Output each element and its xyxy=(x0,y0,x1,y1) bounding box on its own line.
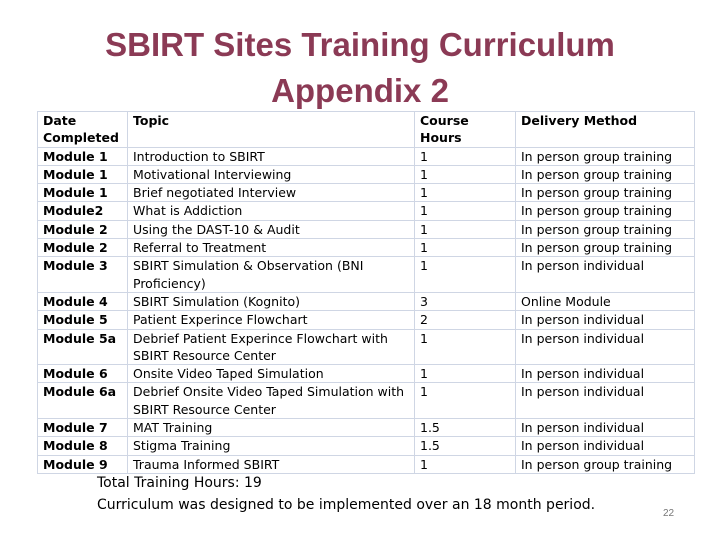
row-hours: 3 xyxy=(415,292,516,310)
row-module: Module2 xyxy=(38,202,128,220)
row-hours: 1 xyxy=(415,202,516,220)
row-hours: 1 xyxy=(415,257,516,293)
row-module: Module 8 xyxy=(38,437,128,455)
table-row xyxy=(38,455,695,473)
curriculum-table xyxy=(37,111,695,474)
row-topic: What is Addiction xyxy=(128,202,415,220)
row-module: Module 6a xyxy=(38,383,128,419)
row-topic: Referral to Treatment xyxy=(128,239,415,257)
table-header-row xyxy=(38,112,695,148)
footer-notes xyxy=(97,472,595,516)
row-topic: Stigma Training xyxy=(128,437,415,455)
row-method: In person group training xyxy=(516,184,695,202)
row-topic: Brief negotiated Interview xyxy=(128,184,415,202)
table-row xyxy=(38,311,695,329)
row-hours: 1 xyxy=(415,239,516,257)
header-topic: Topic xyxy=(128,112,415,148)
curriculum-note: Curriculum was designed to be implemented over an 18 month period. xyxy=(97,497,596,513)
row-topic: Onsite Video Taped Simulation xyxy=(128,365,415,383)
row-topic: Debrief Patient Experince Flowchart with SBIRT Resource Center xyxy=(128,329,415,365)
header-course-hours: Course Hours xyxy=(415,112,516,148)
row-method: In person group training xyxy=(516,220,695,238)
row-topic: Debrief Onsite Video Taped Simulation with SBIRT Resource Center xyxy=(128,383,415,419)
table-row xyxy=(38,329,695,365)
row-module: Module 2 xyxy=(38,220,128,238)
row-method: In person group training xyxy=(516,455,695,473)
table-row xyxy=(38,202,695,220)
row-method: In person individual xyxy=(516,365,695,383)
row-hours: 1 xyxy=(415,147,516,165)
row-hours: 2 xyxy=(415,311,516,329)
row-module: Module 6 xyxy=(38,365,128,383)
page-number: 22 xyxy=(663,508,675,519)
row-hours: 1 xyxy=(415,329,516,365)
row-hours: 1 xyxy=(415,365,516,383)
row-topic: Patient Experince Flowchart xyxy=(128,311,415,329)
row-module: Module 3 xyxy=(38,257,128,293)
table-row xyxy=(38,147,695,165)
table-row xyxy=(38,184,695,202)
row-topic: SBIRT Simulation & Observation (BNI Proficiency) xyxy=(128,257,415,293)
row-method: In person group training xyxy=(516,202,695,220)
row-method: Online Module xyxy=(516,292,695,310)
table-row xyxy=(38,257,695,293)
row-method: In person individual xyxy=(516,329,695,365)
row-method: In person group training xyxy=(516,239,695,257)
row-topic: SBIRT Simulation (Kognito) xyxy=(128,292,415,310)
row-method: In person group training xyxy=(516,165,695,183)
header-delivery-method: Delivery Method xyxy=(516,112,695,148)
row-method: In person group training xyxy=(516,147,695,165)
row-topic: Using the DAST-10 & Audit xyxy=(128,220,415,238)
table-row xyxy=(38,383,695,419)
header-date-completed: Date Completed xyxy=(38,112,128,148)
table-row xyxy=(38,165,695,183)
slide-title-line-2: Appendix 2 xyxy=(271,72,449,109)
row-module: Module 2 xyxy=(38,239,128,257)
table-row xyxy=(38,365,695,383)
row-hours: 1 xyxy=(415,184,516,202)
row-topic: Trauma Informed SBIRT xyxy=(128,455,415,473)
row-topic: MAT Training xyxy=(128,419,415,437)
slide-title-line-1: SBIRT Sites Training Curriculum xyxy=(105,26,615,63)
row-hours: 1 xyxy=(415,383,516,419)
table-row xyxy=(38,292,695,310)
row-method: In person individual xyxy=(516,311,695,329)
row-topic: Introduction to SBIRT xyxy=(128,147,415,165)
table-row xyxy=(38,220,695,238)
row-module: Module 9 xyxy=(38,455,128,473)
row-hours: 1.5 xyxy=(415,437,516,455)
row-module: Module 4 xyxy=(38,292,128,310)
table-row xyxy=(38,419,695,437)
row-module: Module 7 xyxy=(38,419,128,437)
row-hours: 1 xyxy=(415,455,516,473)
table-row xyxy=(38,239,695,257)
row-method: In person individual xyxy=(516,257,695,293)
row-hours: 1 xyxy=(415,165,516,183)
row-method: In person individual xyxy=(516,437,695,455)
row-method: In person individual xyxy=(516,383,695,419)
row-module: Module 1 xyxy=(38,165,128,183)
table-row xyxy=(38,437,695,455)
slide-title xyxy=(0,22,720,114)
total-training-hours: Total Training Hours: 19 xyxy=(97,475,262,491)
row-module: Module 5a xyxy=(38,329,128,365)
row-module: Module 1 xyxy=(38,147,128,165)
row-module: Module 5 xyxy=(38,311,128,329)
row-method: In person individual xyxy=(516,419,695,437)
row-module: Module 1 xyxy=(38,184,128,202)
row-hours: 1 xyxy=(415,220,516,238)
row-hours: 1.5 xyxy=(415,419,516,437)
row-topic: Motivational Interviewing xyxy=(128,165,415,183)
